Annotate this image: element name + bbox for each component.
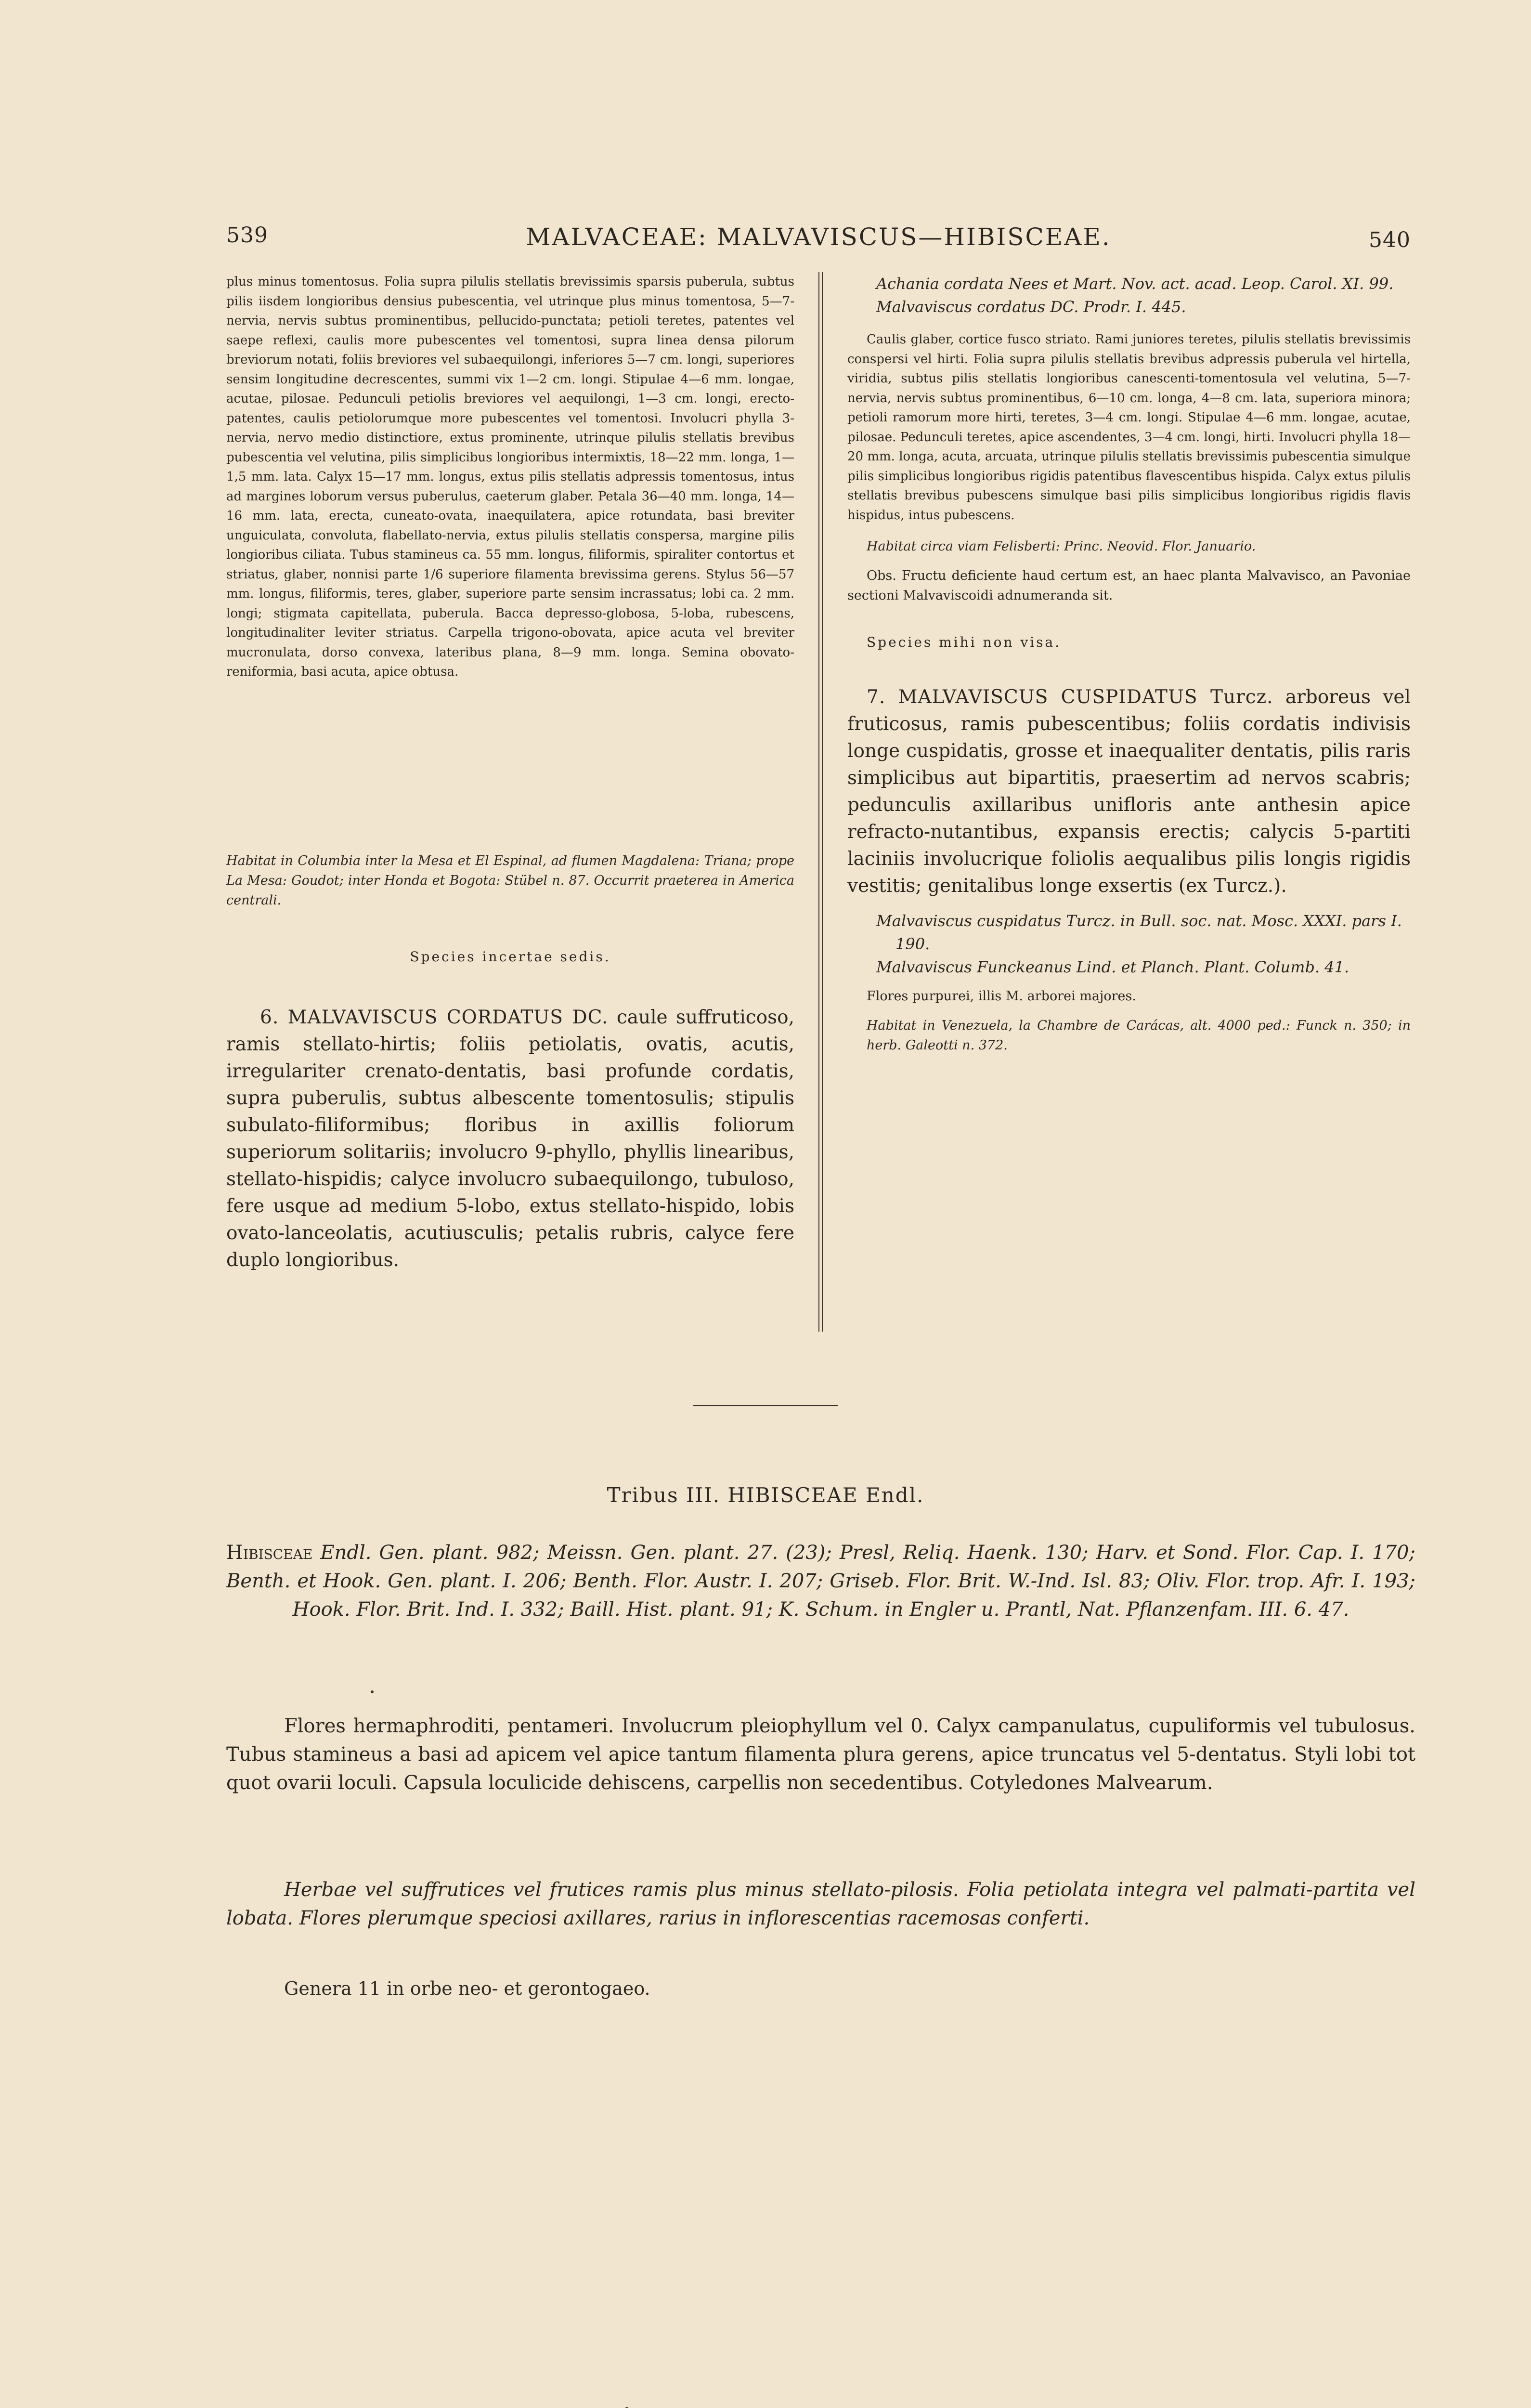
- right-column: [847, 272, 1411, 1055]
- incertae-sedis-heading: Species incertae sedis.: [410, 949, 611, 965]
- column-divider: [818, 272, 823, 1332]
- running-head: MALVACEAE: MALVAVISCUS—HIBISCEAE.: [526, 223, 1111, 251]
- species-7-flowers: Flores purpurei, illis M. arborei majores.: [867, 989, 1136, 1004]
- non-visa-heading: Species mihi non visa.: [867, 634, 1062, 650]
- page-number-left: 539: [226, 223, 268, 248]
- tribe-genera-count: Genera 11 in orbe neo- et gerontogaeo.: [284, 1978, 650, 1999]
- species-5-description-continued: plus minus tomentosus. Folia supra pilulis stellatis brevissimis sparsis puberula, subtus pilis iisdem longioribus densius pubescentia, vel utrinque plus minus tomentosa, 5—7-nervia, nervis subtus prominentibus, pellucido-punctata; petioli teretes, patentes vel saepe reflexi, caulis more pubescentes vel tomentosi, supra linea densa pilorum breviorum notati, foliis breviores vel subaequilongi, inferiores 5—7 cm. longi, superiores sensim longitudine decrescentes, summi vix 1—2 cm. longi. Stipulae 4—6 mm. longae, acutae, pilosae. Pedunculi petiolis breviores vel aequilongi, 1—3 cm. longi, erecto-patentes, caulis petiolorumque more pubescentes vel tomentosi. Involucri phylla 3-nervia, nervo medio distinctiore, extus prominente, utrinque pilulis stellatis brevibus pubescentia vel velutina, pilis simplicibus longioribus intermixtis, 18—22 mm. longa, 1—1,5 mm. lata. Calyx 15—17 mm. longus, extus pilis stellatis adpressis tomentosus, intus ad margines loborum versus puberulus, caeterum glaber. Petala 36—40 mm. longa, 14—16 mm. lata, erecta, cuneato-ovata, inaequilatera, apice rotundata, basi breviter unguiculata, convoluta, flabellato-nervia, extus pilulis stellatis conspersa, margine pilis longioribus ciliata. Tubus stamineus ca. 55 mm. longus, filiformis, spiraliter contortus et striatus, glaber, nonnisi parte 1/6 superiore filamenta brevissima gerens. Stylus 56—57 mm. longus, filiformis, teres, glaber, superiore parte sensim incrassatus; lobi ca. 2 mm. longi; stigmata capitellata, puberula. Bacca depresso-globosa, 5-loba, rubescens, longitudinaliter leviter striatus. Carpella trigono-obovata, apice acuta vel breviter mucronulata, dorso convexa, lateribus plana, 8—9 mm. longa. Semina obovato-reniformia, basi acuta, apice obtusa.: [226, 275, 794, 679]
- species-7-name: 7. MALVAVISCUS CUSPIDATUS Turcz.: [867, 686, 1273, 708]
- species-5-habitat: Habitat in Columbia inter la Mesa et El Espinal, ad flumen Magdalena: Triana; prope La Mesa: Goudot; inter Honda et Bogota: Stübel n. 87. Occurrit praeterea in America centrali.: [226, 853, 794, 908]
- tribe-heading: Tribus III. HIBISCEAE Endl.: [607, 1483, 924, 1507]
- species-6-habitat: Habitat circa viam Felisberti: Princ. Neovid. Flor. Januario.: [867, 539, 1256, 554]
- species-6-diagnosis: [226, 1004, 794, 1274]
- tribe-description: Flores hermaphroditi, pentameri. Involucrum pleiophyllum vel 0. Calyx campanulatus, cupuliformis vel tubulosus. Tubus stamineus a basi ad apicem vel apice tantum filamenta plura gerens, apice truncatus vel 5-dentatus. Styli lobi tot quot ovarii loculi. Capsula loculicide dehiscens, carpellis non secedentibus. Cotyledones Malvearum.: [226, 1715, 1415, 1794]
- synonym-malvaviscus-cordatus: Malvaviscus cordatus DC. Prodr. I. 445.: [876, 298, 1186, 316]
- synonym-funckeanus: Malvaviscus Funckeanus Lind. et Planch. Plant. Columb. 41.: [876, 958, 1349, 976]
- species-7-habitat: Habitat in Venezuela, la Chambre de Carácas, alt. 4000 ped.: Funck n. 350; in herb. Galeotti n. 372.: [867, 1018, 1411, 1053]
- synonym-achania: Achania cordata Nees et Mart. Nov. act. acad. Leop. Carol. XI. 99.: [876, 275, 1394, 293]
- species-7-text: arboreus vel fruticosus, ramis pubescentibus; foliis cordatis indivisis longe cuspidatis, grosse et inaequaliter dentatis, pilis raris simplicibus aut bipartitis, praesertim ad nervos scabris; pedunculis axillaribus unifloris ante anthesin apice refracto-nutantibus, expansis erectis; calycis 5-partiti laciniis involucrique foliolis aequalibus pilis longis rigidis vestitis; genitalibus longe exsertis (ex Turcz.).: [847, 686, 1411, 897]
- print-speck: [371, 1690, 374, 1693]
- section-rule: [693, 1405, 838, 1406]
- species-7-diagnosis: [847, 684, 1411, 900]
- tribe-habit-description: Herbae vel suffrutices vel frutices ramis plus minus stellato-pilosis. Folia petiolata integra vel palmati-partita vel lobata. Flores plerumque speciosi axillares, rarius in inflorescentias racemosas conferti.: [226, 1879, 1415, 1929]
- tribe-references: [226, 1539, 1415, 1624]
- left-column: [226, 272, 794, 1274]
- species-6-description: Caulis glaber, cortice fusco striato. Rami juniores teretes, pilulis stellatis brevissimis conspersi vel hirti. Folia supra pilulis stellatis brevibus adpressis puberula vel hirtella, viridia, subtus pilis stellatis longioribus canescenti-tomentosula vel velutina, 5—7-nervia, nervis subtus prominentibus, 6—10 cm. longa, 4—8 cm. lata, superiora minora; petioli ramorum more hirti, teretes, 3—4 cm. longi. Stipulae 4—6 mm. longae, acutae, pilosae. Pedunculi teretes, apice ascendentes, 3—4 cm. longi, hirti. Involucri phylla 18—20 mm. longa, acuta, arcuata, utrinque pilulis stellatis brevissimis pubescentia simulque pilis simplicibus longioribus rigidis patentibus flavescentibus hispida. Calyx extus pilulis stellatis brevibus pubescens simulque basi pilis simplicibus longioribus rigidis flavis hispidus, intus pubescens.: [847, 332, 1411, 523]
- species-6-observation: Obs. Fructu deficiente haud certum est, an haec planta Malvavisco, an Pavoniae sectioni Malvaviscoidi adnumeranda sit.: [847, 568, 1411, 603]
- tribe-references-text: Endl. Gen. plant. 982; Meissn. Gen. plant. 27. (23); Presl, Reliq. Haenk. 130; Harv. et Sond. Flor. Cap. I. 170; Benth. et Hook. Gen. plant. I. 206; Benth. Flor. Austr. I. 207; Griseb. Flor. Brit. W.-Ind. Isl. 83; Oliv. Flor. trop. Afr. I. 193; Hook. Flor. Brit. Ind. I. 332; Baill. Hist. plant. 91; K. Schum. in Engler u. Prantl, Nat. Pflanzenfam. III. 6. 47.: [226, 1542, 1415, 1621]
- tribe-references-lead: Hibisceae: [226, 1542, 313, 1564]
- species-6-name: 6. MALVAVISCUS CORDATUS DC.: [260, 1007, 609, 1028]
- species-6-text: caule suffruticoso, ramis stellato-hirtis; foliis petiolatis, ovatis, acutis, irregulariter crenato-dentatis, basi profunde cordatis, supra puberulis, subtus albescente tomentosulis; stipulis subulato-filiformibus; floribus in axillis foliorum superiorum solitariis; involucro 9-phyllo, phyllis linearibus, stellato-hispidis; calyce involucro subaequilongo, tubuloso, fere usque ad medium 5-lobo, extus stellato-hispido, lobis ovato-lanceolatis, acutiusculis; petalis rubris, calyce fere duplo longioribus.: [226, 1007, 795, 1271]
- page-header: [226, 219, 1411, 258]
- synonym-cuspidatus: Malvaviscus cuspidatus Turcz. in Bull. soc. nat. Mosc. XXXI. pars I. 190.: [876, 912, 1402, 953]
- page-number-right: 540: [1369, 228, 1411, 252]
